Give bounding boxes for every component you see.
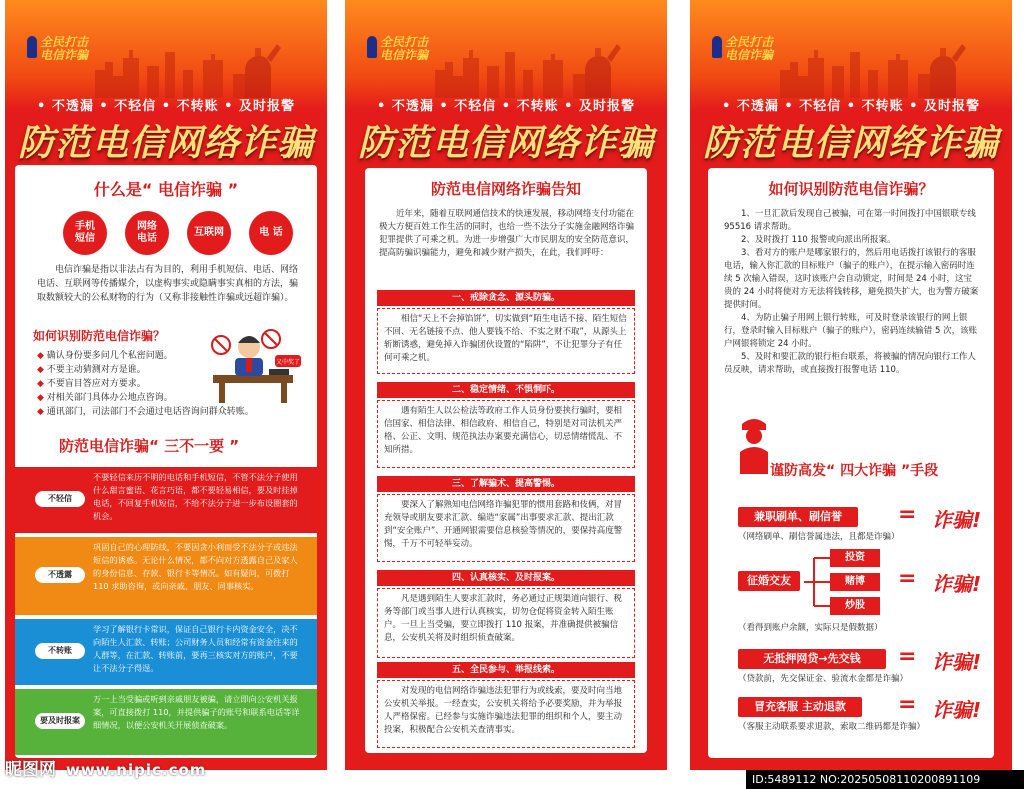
section-heading: 如何识别防范电信诈骗？ [768, 180, 934, 198]
fraud-definition: 电信诈骗是指以非法占有为目的，利用手机短信、电话、网络电话、互联网等传播媒介，以虚构事实或隐瞒事实真相的方法，骗取数额较大的公私财物的行为（又称非接触性诈骗或远超诈骗）。 [37, 265, 299, 303]
notice-section-title: 四、认真核实、及时报案。 [377, 570, 635, 586]
identify-list [37, 349, 254, 419]
notice-section-title: 一、戒除贪念、源头防骗。 [377, 290, 635, 306]
content-card [708, 168, 994, 758]
equals-sign: = [898, 644, 917, 669]
notice-section-text: 凡是遇到陌生人要求汇款时，务必通过正规渠道向银行、税务等部门或当事人进行认真核实，切勿仓促将资金转入陌生账户。一旦上当受骗，要立即拨打 110 报案，并准确提供被骗信息，公安机关将及时组织侦查破案。 [377, 588, 635, 658]
tip-item: 1、一旦汇款后发现自己被骗，可在第一时间拨打中国银联专线 95516 请求帮助。 [724, 209, 976, 232]
scam-note: （贷款前，先交保证金、验流水金都是诈骗） [738, 674, 909, 684]
section-heading: 什么是“ 电信诈骗 ” [93, 180, 239, 199]
police-icon [712, 36, 722, 58]
police-icon [367, 36, 377, 58]
tip-item: 5、及时和要汇款的银行柜台联系，将被骗的情况向银行工作人员反映，请求帮助，或直接拨打报警电话 110。 [724, 352, 976, 375]
tip-item: 2、及时拨打 110 报警或向派出所报案。 [741, 235, 896, 245]
panel-how-to-identify [690, 0, 1012, 770]
notice-section-title: 二、稳定情绪、不惧恫吓。 [377, 382, 635, 398]
equals-sign: = [898, 566, 917, 591]
equals-sign: = [898, 692, 917, 717]
panel-what-is-fraud [5, 0, 327, 770]
rule-text: 巩固自己的心理防线，不要因贪小利而受不法分子或违法短信的诱惑。无论什么情况，都不向对方透露自己及家人的身份信息、存款、银行卡等情况。如有疑问，可拨打 110 求助咨询，或向亲戚、朋友、同事核实。 [93, 542, 298, 591]
city-skyline-icon [95, 40, 285, 98]
logo-line-2: 电信诈骗 [725, 48, 774, 62]
tip-item: 3、看对方的账户是哪家银行的，然后用电话拨打该银行的客服电话，输入你汇款的目标账户（骗子的账户），在提示输入密码时连续 5 次输入错误，这时该账户会自动锁定，时间是 24 小时，这宝贵的 24 小时将使对方无法将钱转移，避免损失扩大，也为警方破案提供时间。 [724, 248, 979, 310]
city-skyline-icon [435, 40, 625, 98]
poster-title: 防范电信网络诈骗 [702, 123, 999, 164]
equals-sign: = [898, 502, 917, 527]
scam-result: 诈骗! [932, 650, 982, 674]
logo-line-1: 全民打击 [380, 35, 429, 49]
tips-list [724, 208, 980, 377]
rule-tag: 要及时报案 [35, 713, 85, 729]
logo-line-2: 电信诈骗 [380, 48, 429, 62]
rule-block [15, 467, 317, 533]
scam-note: （网络刷单、刷信誉属违法，且都是诈骗） [738, 532, 900, 542]
four-scams-heading: 谨防高发“ 四大诈骗 ”手段 [770, 463, 939, 479]
rule-text: 学习了解银行卡常识，保证自己银行卡内资金安全，决不向陌生人汇款、转账；公司财务人员和经常有资金往来的人群等，在汇款、转账前，要再三核实对方的账户，不要让不法分子得逞。 [93, 624, 298, 673]
scam-result: 诈骗! [932, 508, 982, 532]
scam-label: 兼职刷单、刷信誉 [738, 507, 858, 527]
watermark-name: 昵图网 [5, 760, 56, 780]
scam-note: （客服主动联系要求退款，索取二维码都是诈骗） [738, 722, 926, 732]
logo-line-1: 全民打击 [725, 35, 774, 49]
notice-section-title: 三、了解骗术、提高警惕。 [377, 476, 635, 492]
rule-tag: 不透露 [35, 567, 85, 583]
police-icon [27, 36, 37, 58]
panel-notice [345, 0, 667, 770]
rules-heading: 防范电信诈骗“ 三不一要 ” [59, 437, 240, 455]
circle-internet: 互联网 [187, 211, 231, 255]
campaign-logo [27, 36, 88, 62]
scam-label: 冒充客服 主动退款 [738, 697, 862, 717]
content-card [365, 168, 647, 753]
list-item: ◆ 不要主动猜测对方是谁。 [37, 363, 227, 377]
bubble-text: 又中奖了 [275, 359, 301, 366]
image-id-bar: ID:5489112 NO:20250508110200891109 [746, 770, 1024, 789]
worried-man-icon [205, 325, 305, 405]
list-item: ◆ 确认身份要多问几个私密问题。 [37, 349, 227, 363]
scam-note: （看得到账户余额，实际只是假数据） [738, 623, 883, 633]
content-card [15, 165, 317, 758]
rule-block [15, 619, 317, 685]
watermark-url: www.nipic.com [66, 761, 207, 779]
section-heading: 防范电信网络诈骗告知 [430, 180, 581, 198]
scam-label: 征婚交友 [738, 571, 800, 591]
notice-section-text: 对发现的电信网络诈骗违法犯罪行为或线索，要及时向当地公安机关举报。一经查实，公安机关将给予必要奖励，并为举报人严格保密。已经参与实施诈骗违法犯罪的组织和个人，要主动投案，积极配合公安机关查清事实。 [377, 680, 635, 748]
slogan: • 不透漏 • 不轻信 • 不转账 • 及时报警 [377, 99, 635, 114]
poster-title: 防范电信网络诈骗 [17, 123, 314, 164]
tip-item: 4、为防止骗子用网上银行转账，可及时登录该银行的网上银行，登录时输入目标账户（骗子的账户），密码连续输错 5 次，该账户网银将锁定 24 小时。 [724, 313, 978, 349]
identify-heading: 如何识别防范电信诈骗？ [33, 329, 166, 343]
watermark [5, 755, 206, 780]
police-officer-icon [736, 414, 772, 474]
campaign-logo [367, 36, 428, 62]
poster-title: 防范电信网络诈骗 [357, 123, 654, 164]
slogan: • 不透漏 • 不轻信 • 不转账 • 及时报警 [37, 99, 295, 114]
rule-tag: 不轻信 [35, 491, 85, 507]
list-item: ◆ 不要盲目答应对方要求。 [37, 377, 227, 391]
scam-sub-item: 炒股 [830, 597, 880, 615]
notice-section-text: 相信“天上不会掉馅饼”，切实做到“陌生电话不接、陌生短信不回、无名链接不点、他人要钱不给、不实之财不取”，从源头上斩断诱惑，避免掉入诈骗团伙设置的“陷阱”，不让犯罪分子有任何可乘之机。 [377, 308, 635, 374]
notice-intro: 近年来，随着互联网通信技术的快速发展，移动网络支付功能在极大方便百姓工作生活的同时，也给一些不法分子实施金融网络诈骗犯罪提供了可乘之机。为进一步增强广大市民朋友的安全防范意识，提高防骗识骗能力，避免和减少财产损失，在此，我们呼吁： [379, 209, 635, 258]
rule-text: 万一上当受骗或听到亲戚朋友被骗，请立即向公安机关报案，可直接拨打 110，并提供骗子的账号和联系电话等详细情况，以便公安机关开展侦查破案。 [93, 694, 300, 730]
scam-sub-item: 投资 [830, 549, 880, 567]
scam-result: 诈骗! [932, 698, 982, 722]
bracket-icon [802, 550, 832, 614]
slogan: • 不透漏 • 不轻信 • 不转账 • 及时报警 [722, 99, 980, 114]
rule-text: 不要轻信来历不明的电话和手机短信，不管不法分子使用什么甜言蜜语、花言巧语，都不要轻易相信，要及时挂掉电话，不回复手机短信，不给不法分子进一步布设圈套的机会。 [93, 472, 298, 521]
notice-section-title: 五、全民参与、举报线索。 [377, 662, 635, 678]
scam-sub-item: 赌博 [830, 573, 880, 591]
circle-sms: 手机 短信 [63, 211, 107, 255]
circle-phone: 电 话 [249, 211, 293, 255]
city-skyline-icon [780, 40, 970, 98]
rule-tag: 不转账 [35, 643, 85, 659]
scam-label: 无抵押网贷→先交钱 [738, 649, 886, 669]
circle-net-phone: 网络 电话 [125, 211, 169, 255]
notice-section-text: 遇有陌生人以公检法等政府工作人员身份要挟行骗时，要相信国家、相信法律、相信政府、相信自己，特别是对司法机关严格、公正、文明、规范执法办案要充满信心，切忌情绪慌乱、不知所措。 [377, 400, 635, 468]
notice-section-text: 要深入了解熟知电信网络诈骗犯罪的惯用套路和伎俩，对冒充领导或朋友要求汇款、编造“家属”出事要求汇款、提出汇款到“安全账户”、开通网银需要信息核验等情况的，要保持高度警惕，千万不可轻举妄动。 [377, 494, 635, 562]
rule-block [15, 537, 317, 615]
scam-result: 诈骗! [932, 572, 982, 596]
list-item: ◆ 通讯部门，司法部门不会通过电话咨询问群众转账。 [37, 405, 297, 419]
list-item: ◆ 对相关部门具体办公地点咨询。 [37, 391, 227, 405]
logo-line-1: 全民打击 [40, 35, 89, 49]
logo-line-2: 电信诈骗 [40, 48, 89, 62]
campaign-logo [712, 36, 773, 62]
rule-block [15, 689, 317, 755]
